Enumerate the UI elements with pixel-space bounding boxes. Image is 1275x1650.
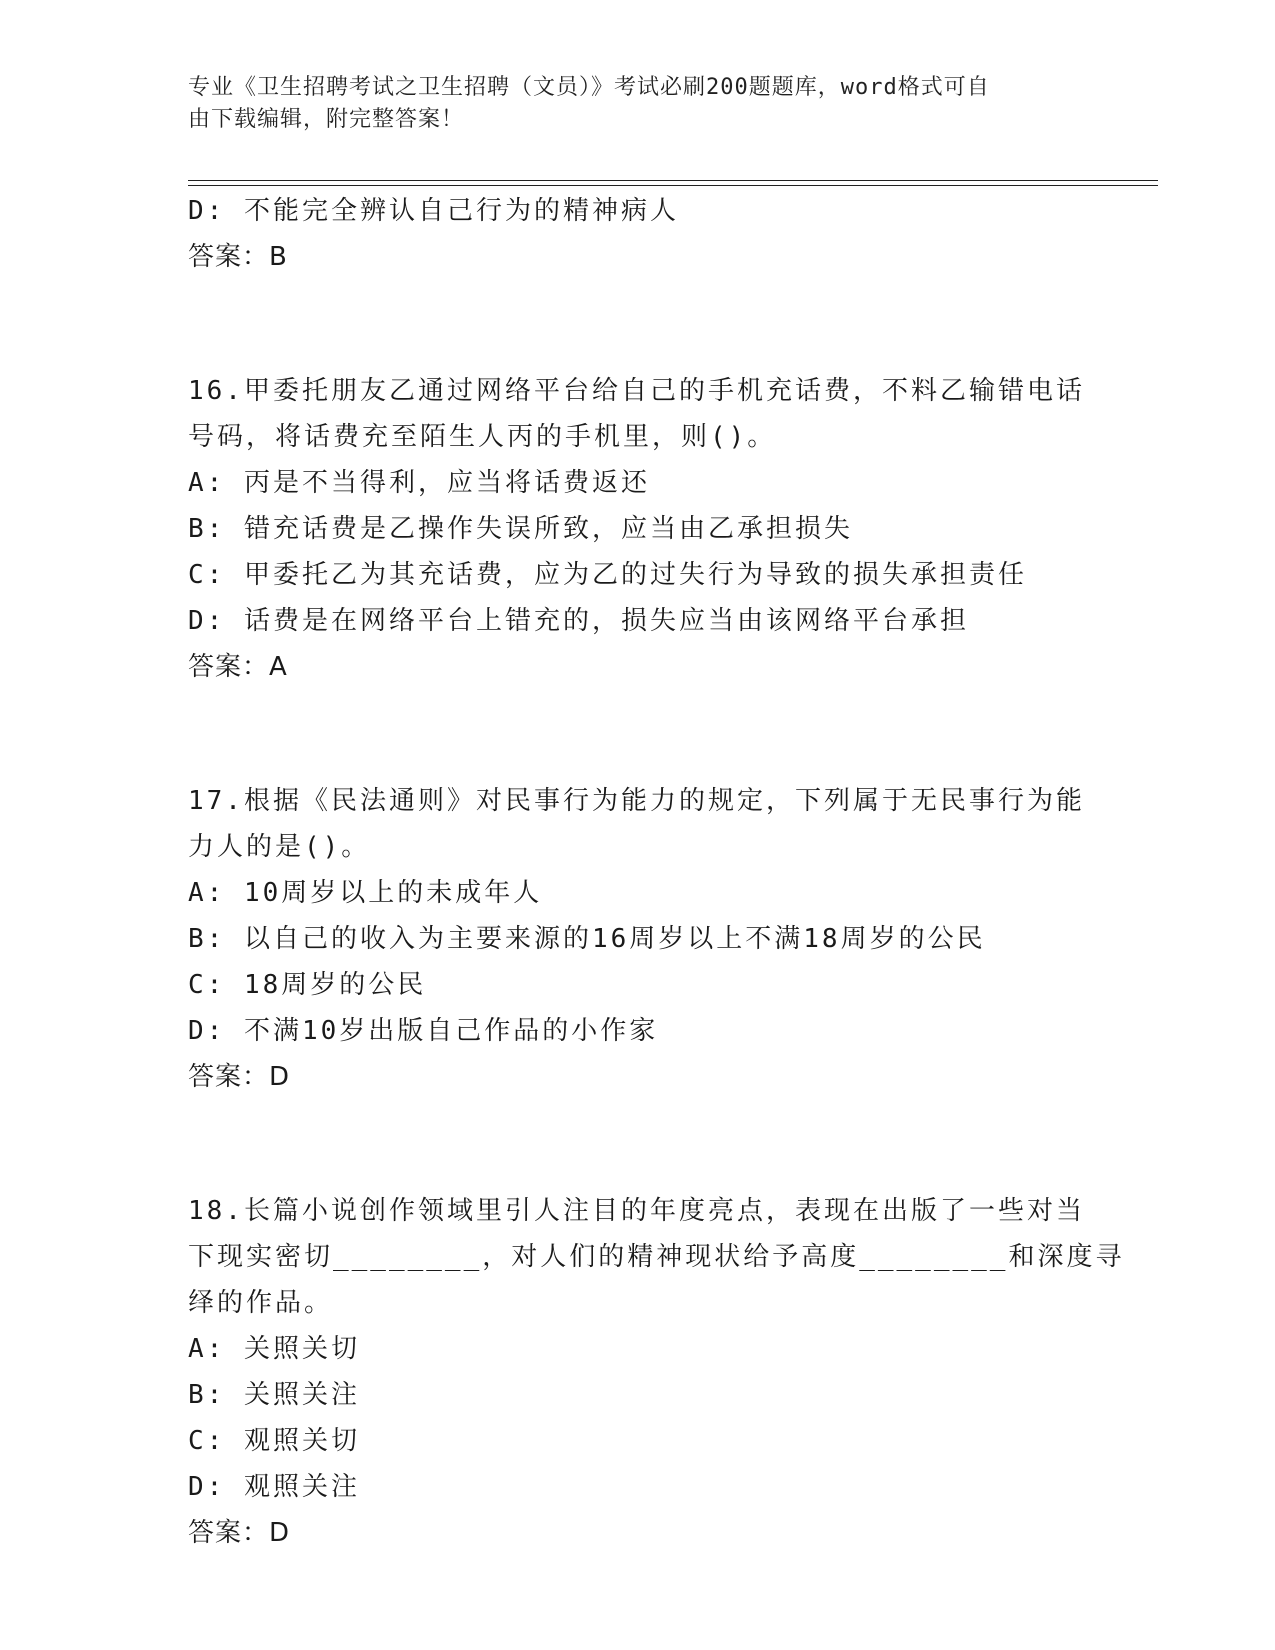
question-text-line: 17.根据《民法通则》对民事行为能力的规定，下列属于无民事行为能 <box>188 786 1085 816</box>
spacer <box>188 280 1088 368</box>
question-text-line: 下现实密切________，对人们的精神现状给予高度________和深度寻 <box>188 1242 1125 1272</box>
answer-label: 答案：D <box>188 1518 291 1548</box>
question-text-line: 16.甲委托朋友乙通过网络平台给自己的手机充话费，不料乙输错电话 <box>188 376 1085 406</box>
option-d: D: 观照关注 <box>188 1472 360 1502</box>
question-text-line: 力人的是()。 <box>188 832 371 862</box>
option-b: B: 错充话费是乙操作失误所致，应当由乙承担损失 <box>188 514 853 544</box>
option-a: A: 10周岁以上的未成年人 <box>188 878 543 908</box>
spacer <box>188 1100 1088 1188</box>
option-b: B: 关照关注 <box>188 1380 360 1410</box>
option-c: C: 18周岁的公民 <box>188 970 427 1000</box>
header-title-line-2: 由下载编辑，附完整答案！ <box>188 107 465 132</box>
question-16 <box>188 368 1088 690</box>
question-text-line: 号码，将话费充至陌生人丙的手机里，则()。 <box>188 422 777 452</box>
spacer <box>188 690 1088 778</box>
previous-question-tail <box>188 188 1088 280</box>
answer-label: 答案：A <box>188 652 288 682</box>
question-list <box>188 188 1125 1556</box>
question-18 <box>188 1188 1125 1556</box>
option-a: A: 关照关切 <box>188 1334 360 1364</box>
answer-label: 答案：D <box>188 1062 291 1092</box>
header-title-line-1: 专业《卫生招聘考试之卫生招聘（文员）》考试必刷200题题库，word格式可自 <box>188 75 990 100</box>
option-d: D: 不满10岁出版自己作品的小作家 <box>188 1016 659 1046</box>
header-divider <box>188 180 1158 186</box>
option-d: D: 不能完全辨认自己行为的精神病人 <box>188 196 679 226</box>
option-d: D: 话费是在网络平台上错充的，损失应当由该网络平台承担 <box>188 606 969 636</box>
question-text-line: 18.长篇小说创作领域里引人注目的年度亮点，表现在出版了一些对当 <box>188 1196 1085 1226</box>
option-a: A: 丙是不当得利，应当将话费返还 <box>188 468 650 498</box>
option-b: B: 以自己的收入为主要来源的16周岁以上不满18周岁的公民 <box>188 924 986 954</box>
option-c: C: 观照关切 <box>188 1426 360 1456</box>
question-text-line: 绎的作品。 <box>188 1288 334 1318</box>
question-17 <box>188 778 1088 1100</box>
page-header <box>188 72 1068 136</box>
option-c: C: 甲委托乙为其充话费，应为乙的过失行为导致的损失承担责任 <box>188 560 1027 590</box>
answer-label: 答案：B <box>188 242 288 272</box>
